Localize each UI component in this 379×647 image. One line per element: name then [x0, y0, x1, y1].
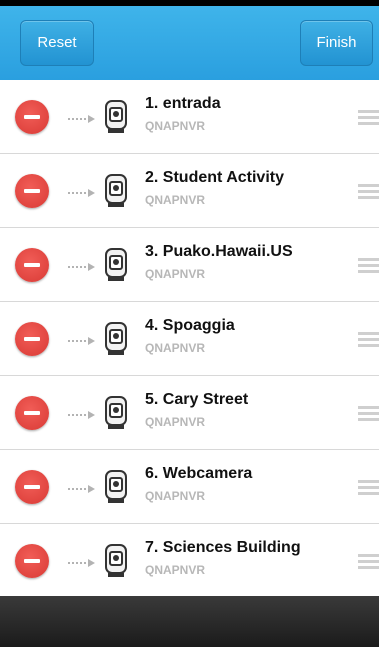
remove-icon[interactable]: [15, 248, 49, 282]
dotted-arrow-icon: [68, 410, 96, 420]
drag-handle-icon[interactable]: [358, 554, 379, 570]
camera-icon: [103, 322, 129, 356]
reset-button[interactable]: Reset: [20, 20, 94, 66]
remove-icon[interactable]: [15, 322, 49, 356]
camera-source: QNAPNVR: [145, 415, 206, 429]
dotted-arrow-icon: [68, 484, 96, 494]
list-item[interactable]: [0, 524, 379, 598]
camera-icon: [103, 248, 129, 282]
dotted-arrow-icon: [68, 188, 96, 198]
drag-handle-icon[interactable]: [358, 480, 379, 496]
camera-title: 7. Sciences Building: [145, 539, 301, 556]
list-item[interactable]: [0, 80, 379, 154]
camera-title: 3. Puako.Hawaii.US: [145, 243, 293, 260]
drag-handle-icon[interactable]: [358, 110, 379, 126]
camera-list: [0, 80, 379, 596]
dotted-arrow-icon: [68, 336, 96, 346]
drag-handle-icon[interactable]: [358, 406, 379, 422]
remove-icon[interactable]: [15, 470, 49, 504]
dotted-arrow-icon: [68, 558, 96, 568]
drag-handle-icon[interactable]: [358, 184, 379, 200]
remove-icon[interactable]: [15, 100, 49, 134]
remove-icon[interactable]: [15, 544, 49, 578]
list-item[interactable]: [0, 228, 379, 302]
drag-handle-icon[interactable]: [358, 258, 379, 274]
dotted-arrow-icon: [68, 262, 96, 272]
camera-source: QNAPNVR: [145, 193, 206, 207]
remove-icon[interactable]: [15, 174, 49, 208]
finish-button[interactable]: Finish: [300, 20, 373, 66]
camera-source: QNAPNVR: [145, 563, 206, 577]
camera-source: QNAPNVR: [145, 119, 206, 133]
camera-icon: [103, 470, 129, 504]
camera-title: 4. Spoaggia: [145, 317, 235, 334]
camera-source: QNAPNVR: [145, 489, 206, 503]
camera-source: QNAPNVR: [145, 341, 206, 355]
list-item[interactable]: [0, 376, 379, 450]
camera-title: 1. entrada: [145, 95, 221, 112]
camera-icon: [103, 396, 129, 430]
bottom-bar: [0, 596, 379, 647]
camera-icon: [103, 100, 129, 134]
list-item[interactable]: [0, 302, 379, 376]
dotted-arrow-icon: [68, 114, 96, 124]
drag-handle-icon[interactable]: [358, 332, 379, 348]
camera-title: 6. Webcamera: [145, 465, 253, 482]
camera-title: 2. Student Activity: [145, 169, 284, 186]
list-item[interactable]: [0, 154, 379, 228]
camera-source: QNAPNVR: [145, 267, 206, 281]
list-item[interactable]: [0, 450, 379, 524]
top-toolbar: [0, 0, 379, 80]
camera-icon: [103, 544, 129, 578]
camera-title: 5. Cary Street: [145, 391, 249, 408]
camera-icon: [103, 174, 129, 208]
remove-icon[interactable]: [15, 396, 49, 430]
